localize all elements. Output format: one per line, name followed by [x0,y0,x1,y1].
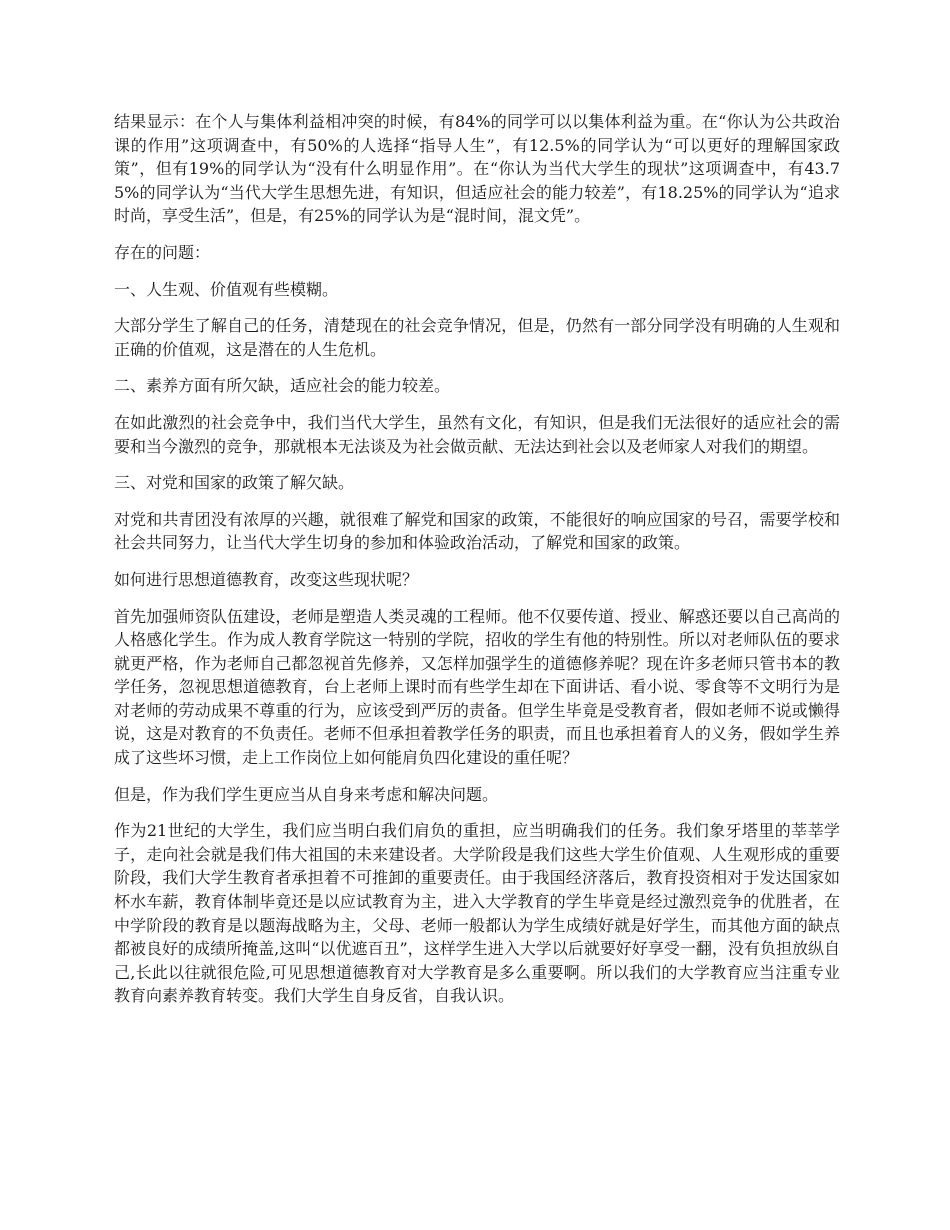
problem-2-heading: 二、素养方面有所欠缺，适应社会的能力较差。 [114,376,451,396]
problem-1-heading: 一、人生观、价值观有些模糊。 [114,279,339,299]
teacher-paragraph: 首先加强师资队伍建设，老师是塑造人类灵魂的工程师。他不仅要传道、授业、解惑还要以自己高尚的人格感化学生。作为成人教育学院这一特别的学院，招收的学生有他的特别性。所以对老师队伍的要求就更严格，作为老师自己都忽视首先修养，又怎样加强学生的道德修养呢？现在许多老师只管书本的教学任务，忽视思想道德教育，台上老师上课时而有些学生却在下面讲话、看小说、零食等不文明行为是对老师的劳动成果不尊重的行为，应该受到严厉的责备。但学生毕竟是受教育者，假如老师不说或懒得说，这是对教育的不负责任。老师不但承担着教学任务的职责，而且也承担着育人的义务，假如学生养成了这些坏习惯，走上工作岗位上如何能肩负四化建设的重任呢？ [114,606,840,768]
problem-3-paragraph: 对党和共青团没有浓厚的兴趣，就很难了解党和国家的政策，不能很好的响应国家的号召，需要学校和社会共同努力，让当代大学生切身的参加和体验政治活动，了解党和国家的政策。 [114,509,840,553]
question-heading: 如何进行思想道德教育，改变这些现状呢？ [114,569,419,589]
survey-results-paragraph: 结果显示：在个人与集体利益相冲突的时候，有84%的同学可以以集体利益为重。在“你认为公共政治课的作用”这项调查中，有50%的人选择“指导人生”，有12.5%的同学认为“可以更好的理解国家政策”，但有19%的同学认为“没有什么明显作用”。在“你认为当代大学生的现状”这项调查中，有43.75%的同学认为“当代大学生思想先进，有知识，但适应社会的能力较差”，有18.25%的同学认为“追求时尚，享受生活”，但是，有25%的同学认为是“混时间，混文凭”。 [114,112,840,226]
student-paragraph: 作为21世纪的大学生，我们应当明白我们肩负的重担，应当明确我们的任务。我们象牙塔里的莘莘学子，走向社会就是我们伟大祖国的未来建设者。大学阶段是我们这些大学生价值观、人生观形成的重要阶段，我们大学生教育者承担着不可推卸的重要责任。由于我国经济落后，教育投资相对于发达国家如杯水车薪，教育体制毕竟还是以应试教育为主，进入大学教育的学生毕竟是经过激烈竞争的优胜者，在中学阶段的教育是以题海战略为主，父母、老师一般都认为学生成绩好就是好学生，而其他方面的缺点都被良好的成绩所掩盖,这叫“以优遮百丑”，这样学生进入大学以后就要好好享受一翻，没有负担放纵自己,长此以往就很危险,可见思想道德教育对大学教育是多么重要啊。所以我们的大学教育应当注重专业教育向素养教育转变。我们大学生自身反省，自我认识。 [114,821,840,1006]
problem-2-paragraph: 在如此激烈的社会竞争中，我们当代大学生，虽然有文化，有知识，但是我们无法很好的适应社会的需要和当今激烈的竞争，那就根本无法谈及为社会做贡献、无法达到社会以及老师家人对我们的期望。 [114,412,840,456]
problems-heading: 存在的问题： [114,242,211,262]
document-body [114,110,840,1021]
problem-1-paragraph: 大部分学生了解自己的任务，清楚现在的社会竞争情况，但是，仍然有一部分同学没有明确的人生观和正确的价值观，这是潜在的人生危机。 [114,316,840,359]
student-heading: 但是，作为我们学生更应当从自身来考虑和解决问题。 [114,784,499,804]
problem-3-heading: 三、对党和国家的政策了解欠缺。 [114,473,355,493]
